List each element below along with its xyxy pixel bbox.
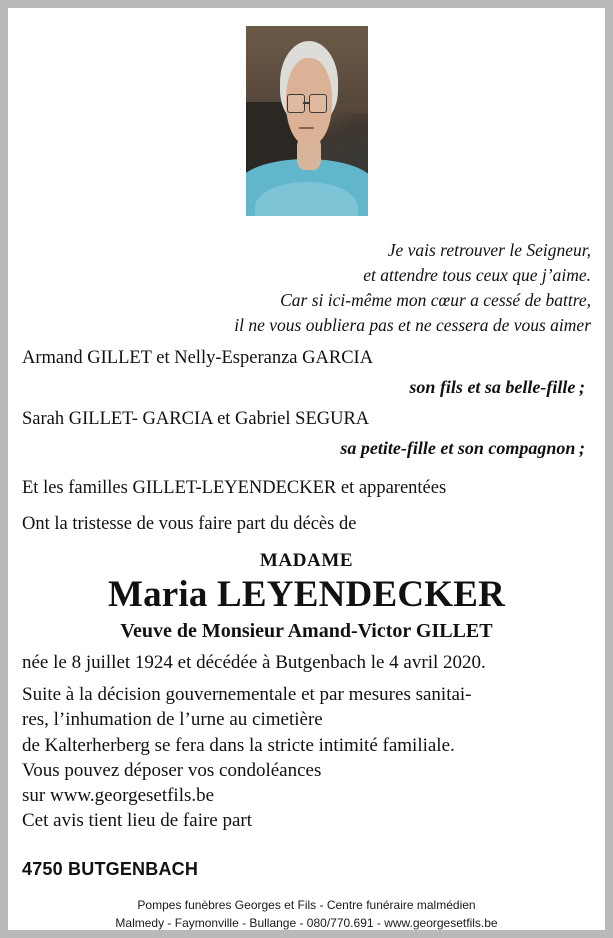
photo-glasses-left [287,94,305,113]
verse-line-1: Je vais retrouver le Seigneur, [387,240,591,260]
announcement-line: Ont la tristesse de vous faire part du décès de [22,513,357,534]
verse-line-3: Car si ici-même mon cœur a cessé de battre, [280,289,591,310]
photo-glasses-bridge [303,102,309,104]
spacer [22,459,591,467]
honorific-title: MADAME [259,550,354,572]
family-relation-2: sa petite-fille et son compagnon ; [340,437,585,458]
verse-line-4: il ne vous oubliera pas et ne cessera de vous aimer [234,314,591,335]
obituary-notice-card [8,8,605,930]
footer-line-1: Pompes funèbres Georges et Fils - Centre funéraire malmédien [137,897,476,912]
birth-death-line: née le 8 juillet 1924 et décédée à Butgenbach le 4 avril 2020. [22,651,486,673]
portrait-photo [246,26,368,216]
widow-line: Veuve de Monsieur Amand-Victor GILLET [120,619,493,642]
notice-text-line-3: de Kalterherberg se fera dans la stricte intimité familiale. [22,734,455,756]
verse-line-2: et attendre tous ceux que j’aime. [363,264,591,285]
notice-text-line-6: Cet avis tient lieu de faire part [22,809,253,831]
notice-text-line-1: Suite à la décision gouvernementale et par mesures sanitai- [22,684,472,706]
footer-line-2: Malmedy - Faymonville - Bullange - 080/770.691 - www.georgesetfils.be [115,915,498,930]
family-names-2: Sarah GILLET- GARCIA et Gabriel SEGURA [22,409,370,430]
deceased-name: Maria LEYENDECKER [107,574,506,616]
portrait-container [8,8,605,216]
notice-paragraph [22,682,591,832]
notice-website-line: sur www.georgesetfils.be [22,784,215,806]
city-line: 4750 BUTGENBACH [22,858,199,879]
family-relation-1: son fils et sa belle-fille ; [409,377,585,398]
photo-mouth [299,127,314,130]
notice-text-line-4: Vous pouvez déposer vos condoléances [22,759,322,781]
notice-text-line-2: res, l’inhumation de l’urne au cimetière [22,709,323,731]
memorial-verse [8,238,605,337]
family-names-1: Armand GILLET et Nelly-Esperanza GARCIA [22,348,374,369]
notice-body [8,345,605,931]
families-line: Et les familles GILLET-LEYENDECKER et apparentées [22,477,447,498]
photo-glasses-right [309,94,327,113]
funeral-home-footer [22,896,591,932]
